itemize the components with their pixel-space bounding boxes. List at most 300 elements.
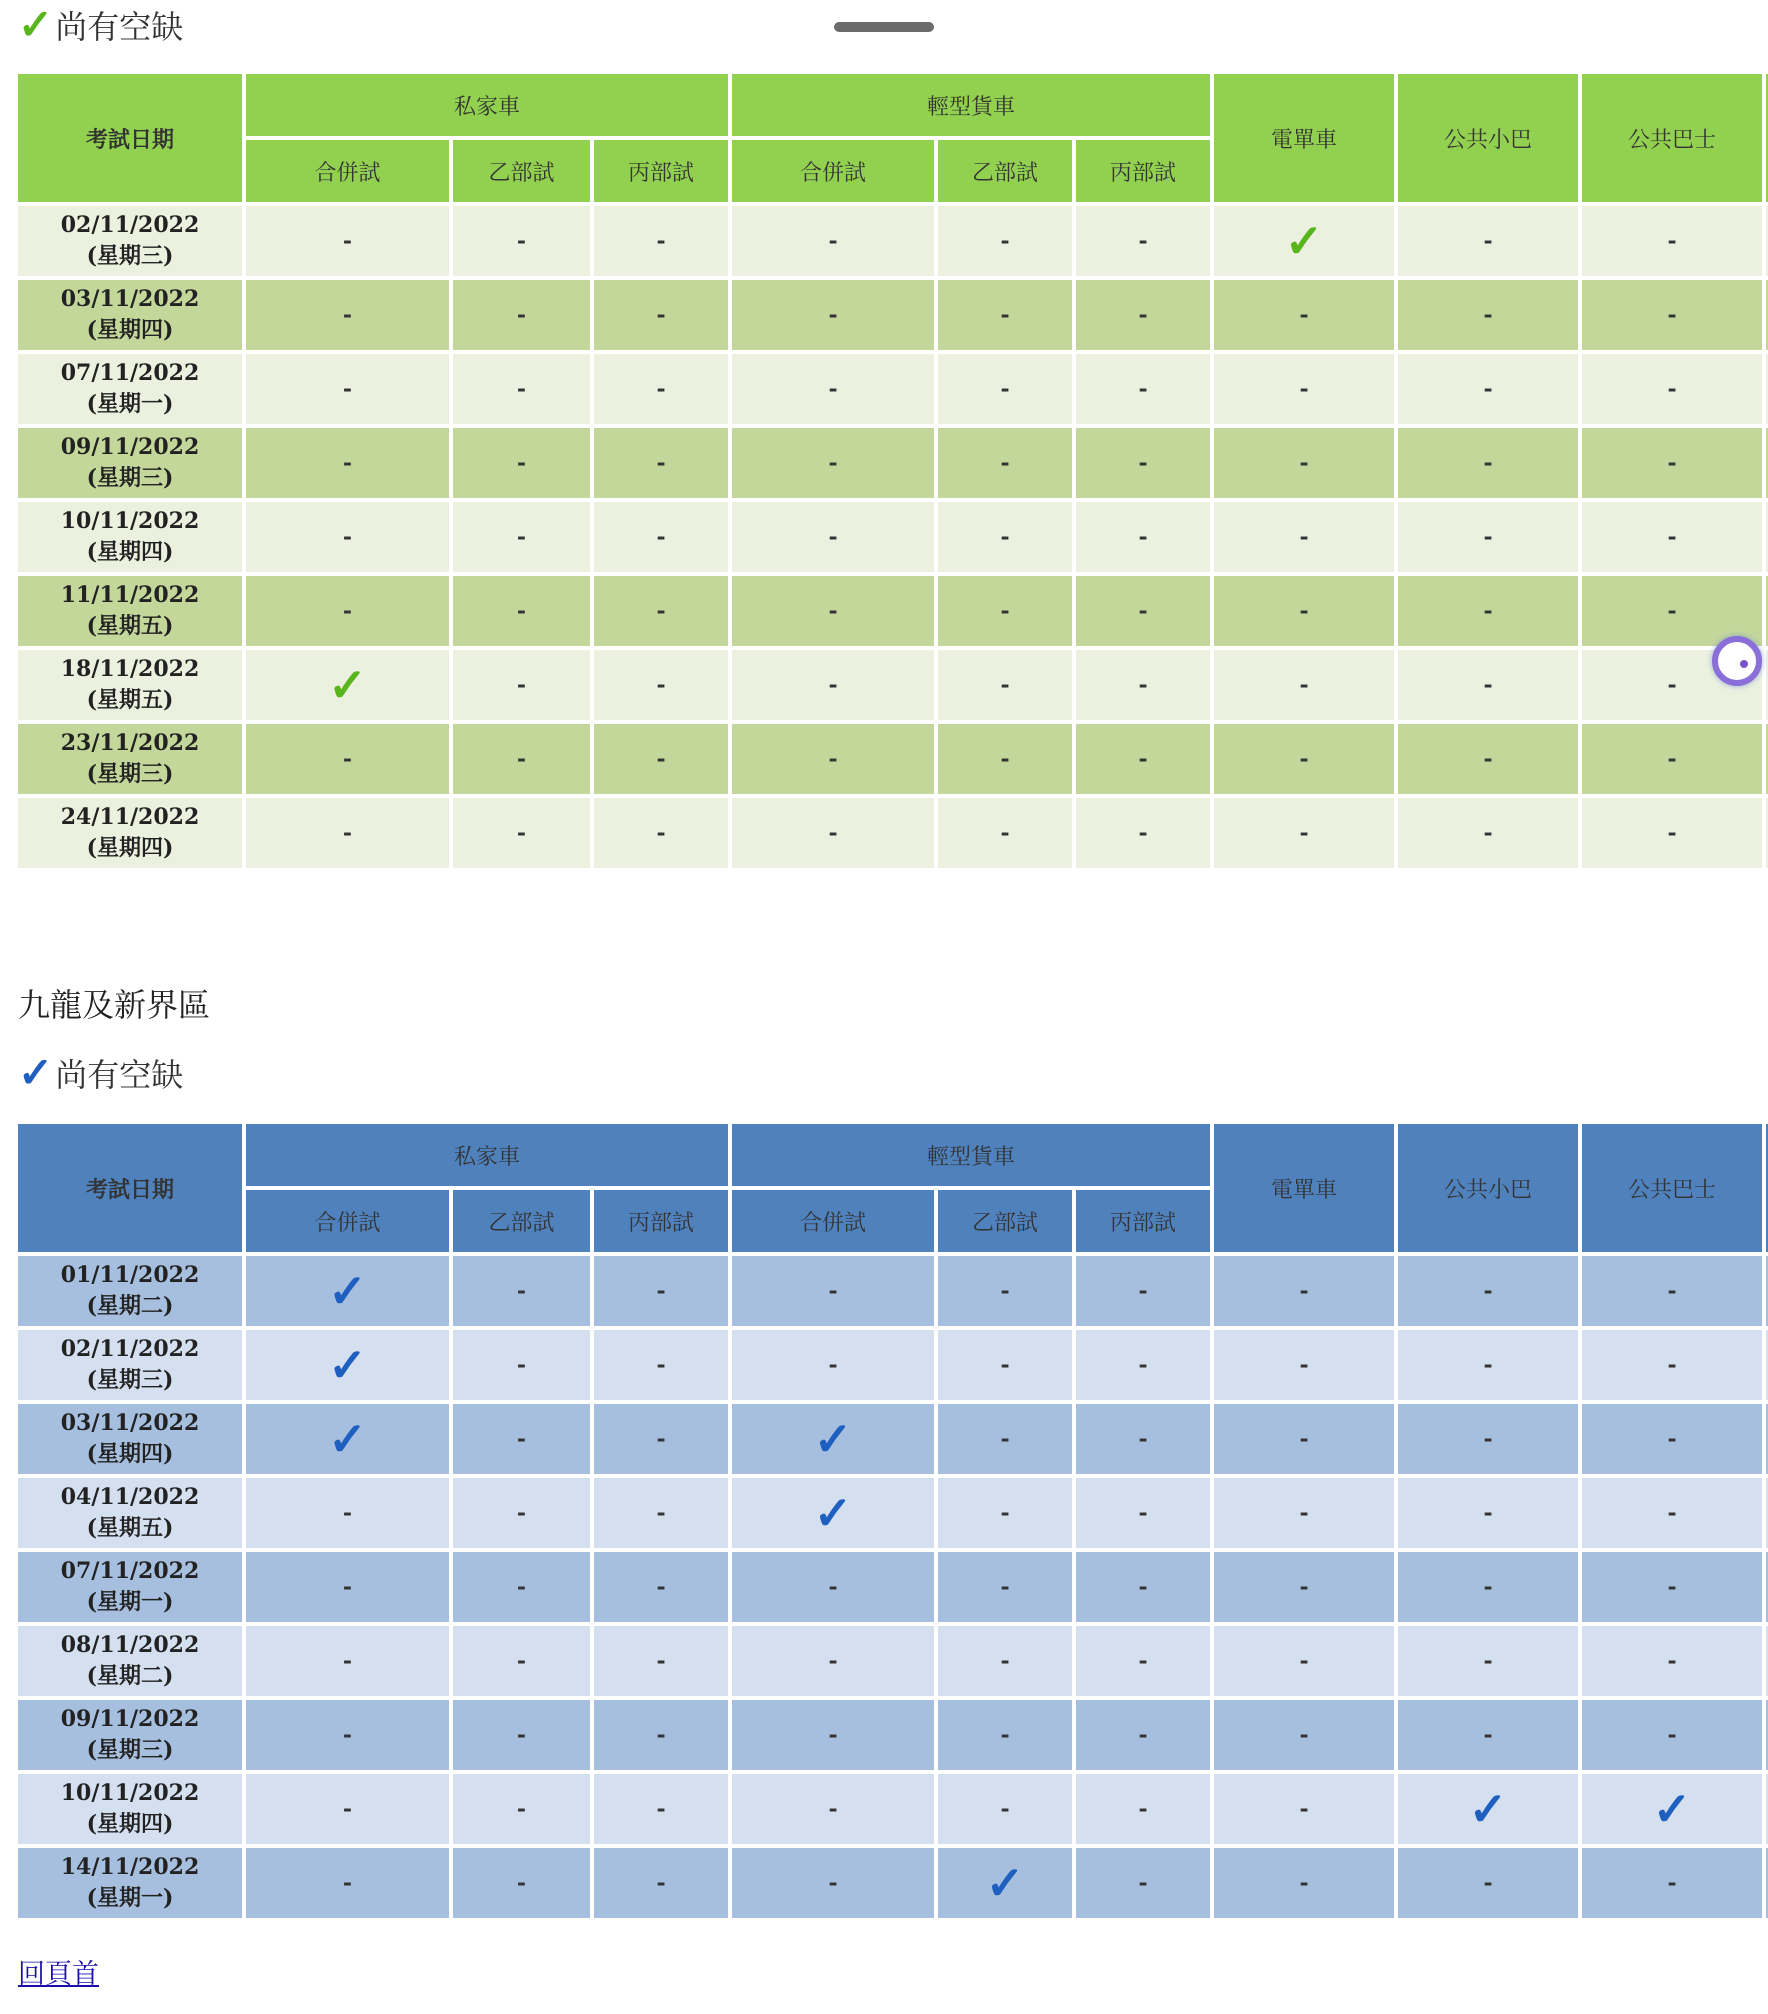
exam-date-cell (18, 798, 242, 868)
exam-date-cell (18, 1330, 242, 1400)
no-slot-dash: - (516, 1722, 527, 1748)
no-slot-dash: - (656, 1648, 666, 1674)
no-slot-dash: - (1000, 820, 1010, 846)
slot-private-part-b (453, 502, 590, 572)
slot-private-combined (246, 1478, 449, 1548)
no-slot-dash: - (1138, 1426, 1148, 1452)
slot-goods-part-b (938, 280, 1072, 350)
exam-date-cell (18, 1774, 242, 1844)
assistant-dot-icon (1740, 660, 1748, 668)
no-slot-dash: - (1667, 1722, 1677, 1748)
slot-motorcycle (1214, 650, 1394, 720)
slot-private-combined (246, 1330, 449, 1400)
no-slot-dash: - (1000, 1500, 1010, 1526)
slot-private-combined (246, 1774, 449, 1844)
header-public-bus: 公共巴士 (1582, 1124, 1762, 1252)
slot-goods-combined (732, 1626, 934, 1696)
slot-public-bus (1582, 1848, 1762, 1918)
no-slot-dash: - (1000, 1352, 1010, 1378)
no-slot-dash: - (828, 1352, 838, 1378)
slot-motorcycle (1214, 280, 1394, 350)
exam-date: 09/11/2022 (60, 1706, 200, 1732)
floating-assistant-button[interactable] (1712, 636, 1762, 686)
back-to-top-link[interactable]: 回頁首 (18, 1959, 99, 1990)
slot-goods-part-c (1076, 354, 1210, 424)
exam-weekday: (星期四) (86, 1811, 174, 1837)
slot-private-combined (246, 798, 449, 868)
slot-motorcycle (1214, 1626, 1394, 1696)
slot-public-light-bus (1398, 1848, 1578, 1918)
no-slot-dash: - (1483, 1648, 1493, 1674)
no-slot-dash: - (1483, 820, 1493, 846)
slot-public-bus (1582, 1626, 1762, 1696)
slot-public-light-bus (1398, 1774, 1578, 1844)
table-row (18, 1700, 1768, 1770)
exam-date: 01/11/2022 (60, 1262, 200, 1288)
no-slot-dash: - (1138, 1796, 1148, 1822)
no-slot-dash: - (1138, 1722, 1148, 1748)
slot-private-part-b (453, 724, 590, 794)
slot-goods-part-b (938, 1700, 1072, 1770)
no-slot-dash: - (516, 1500, 527, 1526)
slot-goods-part-b (938, 502, 1072, 572)
slot-motorcycle (1214, 724, 1394, 794)
drag-handle[interactable] (834, 22, 934, 32)
slot-motorcycle (1214, 1774, 1394, 1844)
slot-goods-part-c (1076, 1552, 1210, 1622)
no-slot-dash: - (656, 228, 666, 254)
slot-public-light-bus (1398, 354, 1578, 424)
exam-date-cell (18, 1256, 242, 1326)
no-slot-dash: - (656, 1426, 666, 1452)
slot-goods-part-c (1076, 1626, 1210, 1696)
no-slot-dash: - (516, 228, 527, 254)
no-slot-dash: - (1483, 524, 1493, 550)
slot-goods-part-b (938, 1256, 1072, 1326)
no-slot-dash: - (342, 1500, 353, 1526)
checkmark-icon: ✓ (813, 1412, 853, 1466)
no-slot-dash: - (516, 1796, 527, 1822)
slot-goods-combined (732, 798, 934, 868)
no-slot-dash: - (1299, 672, 1309, 698)
exam-weekday: (星期三) (86, 1367, 174, 1393)
no-slot-dash: - (656, 820, 666, 846)
slot-goods-combined (732, 1552, 934, 1622)
exam-date: 02/11/2022 (60, 212, 200, 238)
no-slot-dash: - (516, 450, 527, 476)
slot-public-light-bus (1398, 1552, 1578, 1622)
exam-date-cell (18, 206, 242, 276)
no-slot-dash: - (1667, 672, 1677, 698)
header-private-part-b: 乙部試 (453, 1190, 590, 1252)
no-slot-dash: - (828, 302, 838, 328)
exam-date-cell (18, 1626, 242, 1696)
header-private-car: 私家車 (246, 1124, 728, 1186)
no-slot-dash: - (828, 1870, 838, 1896)
no-slot-dash: - (1667, 228, 1677, 254)
no-slot-dash: - (656, 1870, 666, 1896)
exam-date-cell (18, 576, 242, 646)
slot-public-bus (1582, 502, 1762, 572)
slot-public-bus (1582, 798, 1762, 868)
slot-goods-part-b (938, 428, 1072, 498)
slot-goods-part-b (938, 1774, 1072, 1844)
slot-public-light-bus (1398, 206, 1578, 276)
no-slot-dash: - (1138, 746, 1148, 772)
slot-motorcycle (1214, 1330, 1394, 1400)
slot-goods-part-c (1076, 724, 1210, 794)
no-slot-dash: - (1138, 450, 1148, 476)
header-public-bus: 公共巴士 (1582, 74, 1762, 202)
no-slot-dash: - (1667, 1426, 1677, 1452)
header-public-light-bus: 公共小巴 (1398, 74, 1578, 202)
slot-public-light-bus (1398, 1404, 1578, 1474)
no-slot-dash: - (1000, 672, 1010, 698)
slot-public-bus (1582, 1256, 1762, 1326)
table-row (18, 1404, 1768, 1474)
checkmark-icon: ✓ (328, 1264, 367, 1318)
no-slot-dash: - (656, 1352, 666, 1378)
header-light-goods: 輕型貨車 (732, 74, 1210, 136)
no-slot-dash: - (828, 1796, 838, 1822)
table-row (18, 1552, 1768, 1622)
exam-date-cell (18, 280, 242, 350)
no-slot-dash: - (1667, 1870, 1677, 1896)
slot-public-bus (1582, 1700, 1762, 1770)
slot-goods-combined (732, 1700, 934, 1770)
slot-private-part-c (594, 1626, 728, 1696)
no-slot-dash: - (516, 1870, 527, 1896)
no-slot-dash: - (1138, 1352, 1148, 1378)
slot-goods-part-b (938, 1330, 1072, 1400)
exam-weekday: (星期一) (86, 391, 174, 417)
table-row (18, 354, 1768, 424)
slot-goods-part-b (938, 576, 1072, 646)
no-slot-dash: - (1667, 524, 1677, 550)
slot-private-part-c (594, 280, 728, 350)
no-slot-dash: - (516, 1648, 527, 1674)
no-slot-dash: - (1483, 1352, 1493, 1378)
slot-goods-part-c (1076, 428, 1210, 498)
no-slot-dash: - (342, 302, 353, 328)
header-light-goods: 輕型貨車 (732, 1124, 1210, 1186)
slot-goods-combined (732, 1478, 934, 1548)
no-slot-dash: - (1138, 228, 1148, 254)
no-slot-dash: - (1483, 450, 1493, 476)
slot-private-combined (246, 724, 449, 794)
slot-private-combined (246, 502, 449, 572)
no-slot-dash: - (1483, 1500, 1493, 1526)
exam-date-cell (18, 1700, 242, 1770)
slot-goods-part-c (1076, 206, 1210, 276)
header-private-car: 私家車 (246, 74, 728, 136)
no-slot-dash: - (342, 820, 353, 846)
checkmark-icon: ✓ (1652, 1782, 1692, 1836)
slot-motorcycle (1214, 1256, 1394, 1326)
slot-private-part-b (453, 1774, 590, 1844)
no-slot-dash: - (1667, 1574, 1677, 1600)
no-slot-dash: - (1483, 1870, 1493, 1896)
slot-private-combined (246, 1404, 449, 1474)
slot-motorcycle (1214, 798, 1394, 868)
no-slot-dash: - (656, 302, 666, 328)
header-motorcycle: 電單車 (1214, 74, 1394, 202)
slot-private-combined (246, 1256, 449, 1326)
no-slot-dash: - (656, 450, 666, 476)
slot-private-part-b (453, 280, 590, 350)
slot-private-part-b (453, 1404, 590, 1474)
slot-private-part-c (594, 502, 728, 572)
table-row (18, 1478, 1768, 1548)
schedule-table-kowloon-nt (18, 1124, 1768, 1922)
exam-date-cell (18, 502, 242, 572)
exam-date: 08/11/2022 (60, 1632, 200, 1658)
exam-date: 04/11/2022 (60, 1484, 200, 1510)
slot-goods-part-b (938, 724, 1072, 794)
slot-motorcycle (1214, 1552, 1394, 1622)
legend-available-blue (18, 1050, 183, 1096)
no-slot-dash: - (1000, 302, 1010, 328)
slot-goods-combined (732, 1774, 934, 1844)
checkmark-icon: ✓ (18, 0, 54, 49)
no-slot-dash: - (1138, 1500, 1148, 1526)
slot-public-bus (1582, 206, 1762, 276)
checkmark-icon: ✓ (985, 1856, 1025, 1910)
exam-date-cell (18, 1478, 242, 1548)
slot-private-part-b (453, 1256, 590, 1326)
slot-private-part-c (594, 1256, 728, 1326)
slot-goods-part-c (1076, 502, 1210, 572)
exam-date: 07/11/2022 (60, 360, 200, 386)
no-slot-dash: - (1667, 1500, 1677, 1526)
no-slot-dash: - (1000, 746, 1010, 772)
slot-goods-part-c (1076, 1774, 1210, 1844)
no-slot-dash: - (516, 376, 527, 402)
no-slot-dash: - (1138, 524, 1148, 550)
slot-private-part-c (594, 1330, 728, 1400)
no-slot-dash: - (1483, 1426, 1493, 1452)
exam-weekday: (星期三) (86, 761, 174, 787)
section-title-kowloon-nt: 九龍及新界區 (18, 986, 211, 1024)
slot-public-bus (1582, 1552, 1762, 1622)
exam-date-cell (18, 1404, 242, 1474)
exam-date: 18/11/2022 (60, 656, 200, 682)
exam-weekday: (星期三) (86, 465, 174, 491)
no-slot-dash: - (828, 228, 838, 254)
no-slot-dash: - (656, 746, 666, 772)
slot-goods-combined (732, 280, 934, 350)
table-row (18, 428, 1768, 498)
no-slot-dash: - (342, 524, 353, 550)
no-slot-dash: - (342, 1722, 353, 1748)
slot-private-combined (246, 1626, 449, 1696)
table-row (18, 206, 1768, 276)
header-private-part-c: 丙部試 (594, 1190, 728, 1252)
slot-private-combined (246, 280, 449, 350)
table-row (18, 798, 1768, 868)
no-slot-dash: - (1667, 1352, 1677, 1378)
exam-date: 09/11/2022 (60, 434, 200, 460)
exam-weekday: (星期四) (86, 317, 174, 343)
no-slot-dash: - (1000, 1426, 1010, 1452)
no-slot-dash: - (1299, 1426, 1309, 1452)
slot-private-part-b (453, 1552, 590, 1622)
table-row (18, 1848, 1768, 1918)
slot-private-combined (246, 206, 449, 276)
table-row (18, 1330, 1768, 1400)
no-slot-dash: - (1138, 1574, 1148, 1600)
no-slot-dash: - (1667, 1278, 1677, 1304)
slot-public-bus (1582, 354, 1762, 424)
slot-motorcycle (1214, 1404, 1394, 1474)
header-exam-date: 考試日期 (18, 74, 242, 202)
no-slot-dash: - (1138, 820, 1148, 846)
no-slot-dash: - (1000, 228, 1010, 254)
no-slot-dash: - (1483, 1278, 1493, 1304)
exam-weekday: (星期一) (86, 1885, 174, 1911)
no-slot-dash: - (1000, 1796, 1010, 1822)
legend-available-green (18, 2, 183, 48)
no-slot-dash: - (1483, 376, 1493, 402)
exam-date: 23/11/2022 (60, 730, 200, 756)
table-row (18, 576, 1768, 646)
header-public-light-bus: 公共小巴 (1398, 1124, 1578, 1252)
no-slot-dash: - (656, 1574, 666, 1600)
no-slot-dash: - (1483, 746, 1493, 772)
slot-public-light-bus (1398, 428, 1578, 498)
slot-goods-part-b (938, 798, 1072, 868)
exam-weekday: (星期二) (86, 1293, 174, 1319)
header-exam-date: 考試日期 (18, 1124, 242, 1252)
slot-motorcycle (1214, 206, 1394, 276)
slot-private-part-b (453, 1700, 590, 1770)
slot-motorcycle (1214, 428, 1394, 498)
no-slot-dash: - (1138, 672, 1148, 698)
legend-label: 尚有空缺 (55, 8, 184, 46)
checkmark-icon: ✓ (813, 1486, 853, 1540)
slot-private-part-b (453, 428, 590, 498)
slot-motorcycle (1214, 1700, 1394, 1770)
no-slot-dash: - (656, 598, 666, 624)
no-slot-dash: - (1138, 302, 1148, 328)
slot-goods-part-c (1076, 798, 1210, 868)
exam-date: 10/11/2022 (60, 508, 200, 534)
slot-private-part-c (594, 428, 728, 498)
checkmark-icon: ✓ (18, 1048, 54, 1097)
slot-private-part-b (453, 206, 590, 276)
slot-private-part-c (594, 576, 728, 646)
slot-private-part-c (594, 354, 728, 424)
slot-public-light-bus (1398, 650, 1578, 720)
no-slot-dash: - (342, 376, 353, 402)
slot-goods-combined (732, 1404, 934, 1474)
no-slot-dash: - (1299, 302, 1309, 328)
header-private-part-b: 乙部試 (453, 140, 590, 202)
no-slot-dash: - (828, 1574, 838, 1600)
header-motorcycle: 電單車 (1214, 1124, 1394, 1252)
header-private-combined: 合併試 (246, 1190, 449, 1252)
no-slot-dash: - (828, 376, 838, 402)
slot-private-combined (246, 1700, 449, 1770)
slot-public-bus (1582, 724, 1762, 794)
slot-public-light-bus (1398, 1330, 1578, 1400)
no-slot-dash: - (1299, 376, 1309, 402)
slot-goods-part-b (938, 1848, 1072, 1918)
no-slot-dash: - (1667, 1648, 1677, 1674)
slot-private-part-c (594, 1700, 728, 1770)
no-slot-dash: - (342, 228, 353, 254)
slot-goods-part-b (938, 1478, 1072, 1548)
no-slot-dash: - (1299, 598, 1309, 624)
slot-private-part-b (453, 1626, 590, 1696)
slot-private-part-c (594, 1774, 728, 1844)
slot-goods-part-b (938, 1552, 1072, 1622)
slot-private-combined (246, 1552, 449, 1622)
no-slot-dash: - (1299, 1870, 1309, 1896)
no-slot-dash: - (656, 1796, 666, 1822)
no-slot-dash: - (342, 1574, 353, 1600)
no-slot-dash: - (828, 524, 838, 550)
header-private-combined: 合併試 (246, 140, 449, 202)
no-slot-dash: - (656, 1500, 666, 1526)
slot-goods-part-b (938, 206, 1072, 276)
slot-goods-combined (732, 1330, 934, 1400)
exam-date-cell (18, 1848, 242, 1918)
no-slot-dash: - (1299, 524, 1309, 550)
slot-goods-part-c (1076, 280, 1210, 350)
no-slot-dash: - (1000, 524, 1010, 550)
no-slot-dash: - (342, 450, 353, 476)
exam-date: 03/11/2022 (60, 1410, 200, 1436)
slot-private-part-c (594, 650, 728, 720)
no-slot-dash: - (516, 598, 527, 624)
exam-date: 24/11/2022 (60, 804, 200, 830)
checkmark-icon: ✓ (328, 1338, 367, 1392)
checkmark-icon: ✓ (1468, 1782, 1508, 1836)
exam-date-cell (18, 1552, 242, 1622)
slot-private-combined (246, 650, 449, 720)
exam-date: 11/11/2022 (60, 582, 200, 608)
slot-private-part-c (594, 1848, 728, 1918)
checkmark-icon: ✓ (328, 1412, 367, 1466)
no-slot-dash: - (1138, 598, 1148, 624)
no-slot-dash: - (1138, 1278, 1148, 1304)
no-slot-dash: - (1299, 450, 1309, 476)
table-row (18, 1626, 1768, 1696)
no-slot-dash: - (1299, 746, 1309, 772)
exam-date-cell (18, 354, 242, 424)
no-slot-dash: - (1138, 1870, 1148, 1896)
header-goods-part-b: 乙部試 (938, 1190, 1072, 1252)
exam-weekday: (星期五) (86, 613, 174, 639)
no-slot-dash: - (1138, 376, 1148, 402)
no-slot-dash: - (828, 672, 838, 698)
no-slot-dash: - (1483, 1722, 1493, 1748)
exam-date: 02/11/2022 (60, 1336, 200, 1362)
no-slot-dash: - (1667, 376, 1677, 402)
legend-label: 尚有空缺 (55, 1056, 184, 1094)
schedule-table-hk (18, 74, 1768, 872)
slot-public-bus (1582, 428, 1762, 498)
exam-date: 07/11/2022 (60, 1558, 200, 1584)
exam-date: 14/11/2022 (60, 1854, 200, 1880)
no-slot-dash: - (828, 746, 838, 772)
slot-private-part-b (453, 1848, 590, 1918)
exam-date-cell (18, 724, 242, 794)
slot-goods-part-c (1076, 1330, 1210, 1400)
no-slot-dash: - (1000, 376, 1010, 402)
no-slot-dash: - (828, 450, 838, 476)
